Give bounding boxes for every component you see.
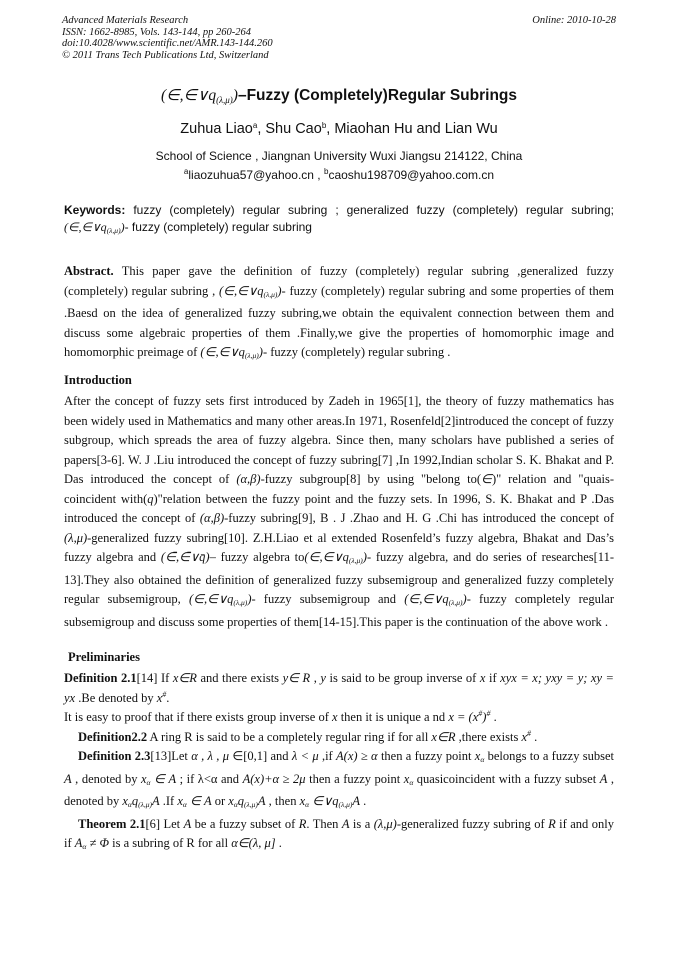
group-inverse-remark: It is easy to proof that if there exists group inverse of x then it is unique a nd x = (x#)# . — [64, 709, 497, 724]
keywords-label: Keywords: — [64, 203, 126, 217]
abstract: Abstract. This paper gave the definition of fuzzy (completely) regular subring ,generalized fuzzy (completely) regular subring , (∈,∈∨q(λ,μ))- fuzzy (completely) regular subring and some properties of them .Baesd on the idea of generalized fuzzy subring,we obtain the equivalent connection between them and discuss some algebraic properties of them .Finally,we give the properties of homomorphic image and homomorphic preimage of (∈,∈∨q(λ,μ))- fuzzy (completely) regular subring . — [64, 264, 614, 360]
definition-2-2: Definition2.2 A ring R is said to be a completely regular ring if for all x∈R ,there exists x# . — [78, 728, 538, 744]
email-link-b[interactable]: caoshu198709@yahoo.com.cn — [328, 168, 495, 182]
title-text: –Fuzzy (Completely)Regular Subrings — [237, 87, 518, 104]
title-symbol: $(\in,\in\vee q_{(\lambda,\mu)})$ — [160, 87, 238, 105]
author-emails: $^a$liaozuhua57@yahoo.cn , $^b$caoshu198709@yahoo.com.cn — [183, 167, 495, 182]
journal-issn: ISSN: 1662-8985, Vols. 143-144, pp 260-264 — [62, 26, 251, 38]
definition-2-3: Definition 2.3[13]Let α , λ , μ ∈[0,1] and λ < μ ,if A(x) ≥ α then a fuzzy point xα belongs to a fuzzy subset A , denoted by xα ∈ A ; if λ<α and A(x)+α ≥ 2μ then a fuzzy point xα quasicoincident with a fuzzy subset A , denoted by xαq(λ,μ)A .If xα ∈ A or xαq(λ,μ)A , then xα ∈∨q(λ,μ)A . — [64, 749, 615, 809]
journal-name: Advanced Materials Research — [62, 15, 189, 26]
definition-2-1: Definition 2.1[14] If x∈R and there exists y∈ R , y is said to be group inverse of x if xyx = x; yxy = y; xy = yx .Be denoted by x#. — [64, 671, 614, 705]
introduction-paragraph: After the concept of fuzzy sets first introduced by Zadeh in 1965[1], the theory of fuzzy mathematics has been widely used in Mathematics and many other areas.In 1971, Rosenfeld[2]introduced the concept of fuzzy subgroup, which spreads the area of fuzzy algebra. Since then, many scholars have published a series of papers[3-6]. W. J .Liu introduced the concept of fuzzy subring[7] ,In 1992,Indian scholar S. K. Bhakat and P. Das introduced the concept of (α,β)-fuzzy subgroup[8] by using "belong to(∈)" relation and "quais-coincident with(q)"relation between the fuzzy point and the fuzzy sets. In 1996, S. K. Bhakat and P .Das introduced the concept of (α,β)-fuzzy subring[9], B . J .Zhao and H. G .Chi has introduced the concept of (λ,μ)-generalized fuzzy subring[10]. Z.H.Liao et al extended Rosenfeld’s fuzzy algebra, Bhakat and Das’s fuzzy algebra and (∈̄,∈̄∨q̄)– fuzzy algebra to(∈,∈∨q(λ,μ))- fuzzy algebra, and do series of researches[11-13].They also obtained the definition of generalized fuzzy subsemigroup and generalized fuzzy completely regular subsemigroup, (∈,∈∨q(λ,μ))- fuzzy subsemigroup and (∈,∈∨q(λ,μ))- fuzzy completely regular subsemigroup and discuss some properties of them[14-15].This paper is the continuation of the above work . — [64, 394, 615, 629]
email-link-a[interactable]: liaozuhua57@yahoo.cn — [188, 168, 314, 182]
paper-title — [0, 86, 678, 105]
section-heading-preliminaries: Preliminaries — [68, 650, 140, 664]
abstract-label: Abstract. — [64, 264, 114, 278]
theorem-2-1: Theorem 2.1[6] Let A be a fuzzy subset of R. Then A is a (λ,μ)-generalized fuzzy subring of R if and only if Aα ≠ Φ is a subring of R for all α∈(λ, μ] . — [64, 816, 614, 851]
author-list: Zuhua Liao$^a$, Shu Cao$^b$, Miaohan Hu and Lian Wu — [180, 121, 498, 137]
journal-doi: doi:10.4028/www.scientific.net/AMR.143-144.260 — [62, 38, 273, 49]
preliminaries-body — [64, 669, 614, 857]
journal-header — [62, 15, 273, 61]
online-date: Online: 2010-10-28 — [532, 15, 616, 26]
affiliation: School of Science , Jiangnan University Wuxi Jiangsu 214122, China — [155, 149, 523, 163]
journal-copyright: © 2011 Trans Tech Publications Ltd, Switzerland — [62, 49, 269, 61]
section-heading-introduction: Introduction — [64, 373, 132, 387]
keywords: Keywords: fuzzy (completely) regular subring ; generalized fuzzy (completely) regular subring; (∈,∈∨q(λ,μ))- fuzzy (completely) regular subring — [64, 203, 614, 235]
